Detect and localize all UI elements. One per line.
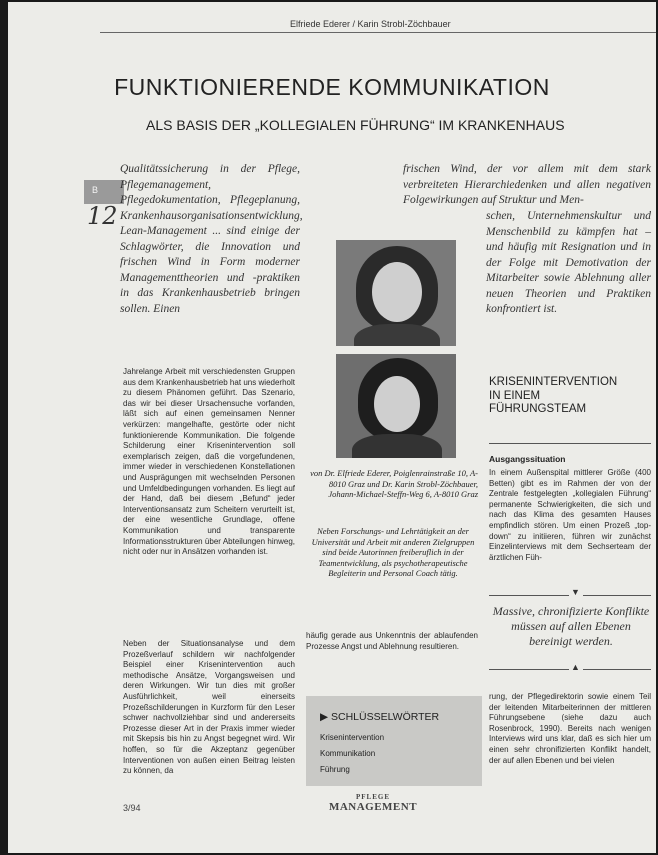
quote-rule-bottom-left [489, 669, 569, 670]
author-photo-2 [336, 354, 456, 458]
keyword-item: Krisenintervention [320, 733, 385, 742]
author-photo-2-face [374, 376, 420, 432]
body-middle-paragraph: häufig gerade aus Unkenntnis der ablaufenden Prozesse Angst und Ablehnung resultieren. [306, 631, 478, 651]
keyword-item: Kommunikation [320, 749, 376, 758]
triangle-down-icon: ▼ [571, 587, 580, 597]
subsection-heading: Ausgangssituation [489, 454, 566, 464]
author-address: von Dr. Elfriede Ederer, Poiglenrainstraße 10, A-8010 Graz und Dr. Karin Strobl-Zöchbauer, Johann-Michael-Steffn-Weg 6, A-8010 Graz [310, 468, 478, 499]
page-number: 3/94 [123, 803, 141, 813]
author-photo-1-face [372, 262, 422, 322]
header-rule [100, 32, 656, 33]
intro-right-top: frischen Wind, der vor allem mit dem stark verbreiteten Hierarchiedenken und allen negativen Folgewirkungen auf Struktur und Men- [403, 163, 651, 206]
pull-quote: Massive, chronifizierte Konflikte müssen auf allen Ebenen bereinigt werden. [492, 604, 650, 648]
handwritten-number: 12 [87, 202, 118, 230]
body-left-paragraph-1: Jahrelange Arbeit mit verschiedensten Gruppen aus dem Krankenhausbetrieb hat uns wiederholt zu diesem Phänomen geführt. Das Szenario, das wir bei dieser Ursachensuche vorfanden, läßt sich auf einen gemeinsamen Nenner verkürzen: mangelhafte, gestörte oder nicht funktionierende Kommunikation. Die folgende Schilderung einer Krisenintervention soll exemplarisch zeigen, daß die vorgefundenen, immer wieder in verschiedenen Konstellationen und Ausprägungen mit wechselnden Personen und Umfeldbedingungen vorhanden. Es liegt auf der Hand, daß bei diesem „Befund“ jeder Interventionsansatz zum Scheitern verurteilt ist, der eine wesentliche Grundlage, offene Kommunikation und transparente Informationsstrukturen über Abteilungen hinweg, nicht oder nur in Ansätzen vorhanden ist. [123, 367, 295, 557]
keywords-box [306, 696, 482, 786]
body-left-paragraph-2: Neben der Situationsanalyse und dem Prozeßverlauf schildern wir nachfolgender Beispiel einer Krisenintervention auch methodische Ansätze, Vorgangsweisen und deren Wirkungen. Wir tun dies mit großer Ausführlichkeit, weil einerseits Prozeßschilderungen in Kurzform für den Leser schwer nachvollziehbar sind und andererseits Prozesse dieser Art in der Praxis immer wieder mit Skepsis bis hin zu Angst begegnet wird. Wir hoffen, so für die Akzeptanz gegenüber Interventionen von außen einen Beitrag leisten zu können, da [123, 639, 295, 776]
intro-left: Qualitätssicherung in der Pflege, Pflegemanagement, Pflegedokumentation, Pflegeplanung, Krankenhausorganisationsentwicklung, Lean-Management ... sind einige der Schlagwörter, die Innovation und frischen Wind in Form moderner Managementtheorien und -praktiken in das Krankenhausbetrieb bringen sollen. Einen [120, 163, 303, 315]
section-tab-label: B [92, 185, 99, 195]
section-rule [489, 443, 651, 444]
triangle-up-icon: ▲ [571, 662, 580, 672]
author-photo-1 [336, 240, 456, 346]
quote-rule-bottom-right [583, 669, 651, 670]
quote-rule-top-left [489, 595, 569, 596]
section-tab [84, 180, 124, 204]
quote-rule-top-right [583, 595, 651, 596]
body-right-paragraph: In einem Außenspital mittlerer Größe (400 Betten) gibt es im Rahmen der von der Zentrale festgelegten „kollegialen Führung“ permanente Schwierigkeiten, die sich und nach das Klima des gesamten Hauses empfindlich stören. Um einen Prozeß „top-down“ zu initiieren, führen wir zunächst Einzelinterviews mit dem Sechserteam der ärztlichen Füh- [489, 468, 651, 562]
article-title: FUNKTIONIERENDE KOMMUNIKATION [114, 74, 550, 100]
document-page [8, 2, 656, 853]
section-heading: KRISENINTERVENTION IN EINEM FÜHRUNGSTEAM [489, 376, 618, 415]
author-photo-2-shoulders [352, 434, 442, 458]
intro-right-bottom: schen, Unternehmenskultur und Menschenbild zu kämpfen hat – und häufig mit Resignation und in der Folge mit Demotivation der Mitarbeiter sowie Ablehnung aller neuen Theorien und Praktiken konfrontiert ist. [486, 210, 651, 315]
body-right-paragraph-2: rung, der Pflegedirektorin sowie einem Teil der leitenden Mitarbeiterinnen der mittleren Führungsebene (siehe dazu auch Rosenbrock, 1990). Bereits nach wenigen Interviews wird uns klar, daß es sich hier um einen sehr chronifizierten Konflikt handelt, der auf allen Ebenen und bei vielen [489, 692, 651, 765]
keywords-title: ▶ SCHLÜSSELWÖRTER [320, 711, 440, 723]
author-photo-1-shoulders [354, 324, 440, 346]
magazine-logo: PFLEGE MANAGEMENT [328, 793, 418, 813]
author-bio: Neben Forschungs- und Lehrtätigkeit an der Universität und Arbeit mit anderen Zielgruppen sind beide Autorinnen freiberuflich in der Teamentwicklung, als psychotherapeutische Begleiterin und Personal Coach tätig. [311, 526, 475, 578]
article-subtitle: ALS BASIS DER „KOLLEGIALEN FÜHRUNG“ IM KRANKENHAUS [146, 117, 565, 133]
running-header-authors: Elfriede Ederer / Karin Strobl-Zöchbauer [290, 19, 451, 29]
keyword-item: Führung [320, 765, 350, 774]
